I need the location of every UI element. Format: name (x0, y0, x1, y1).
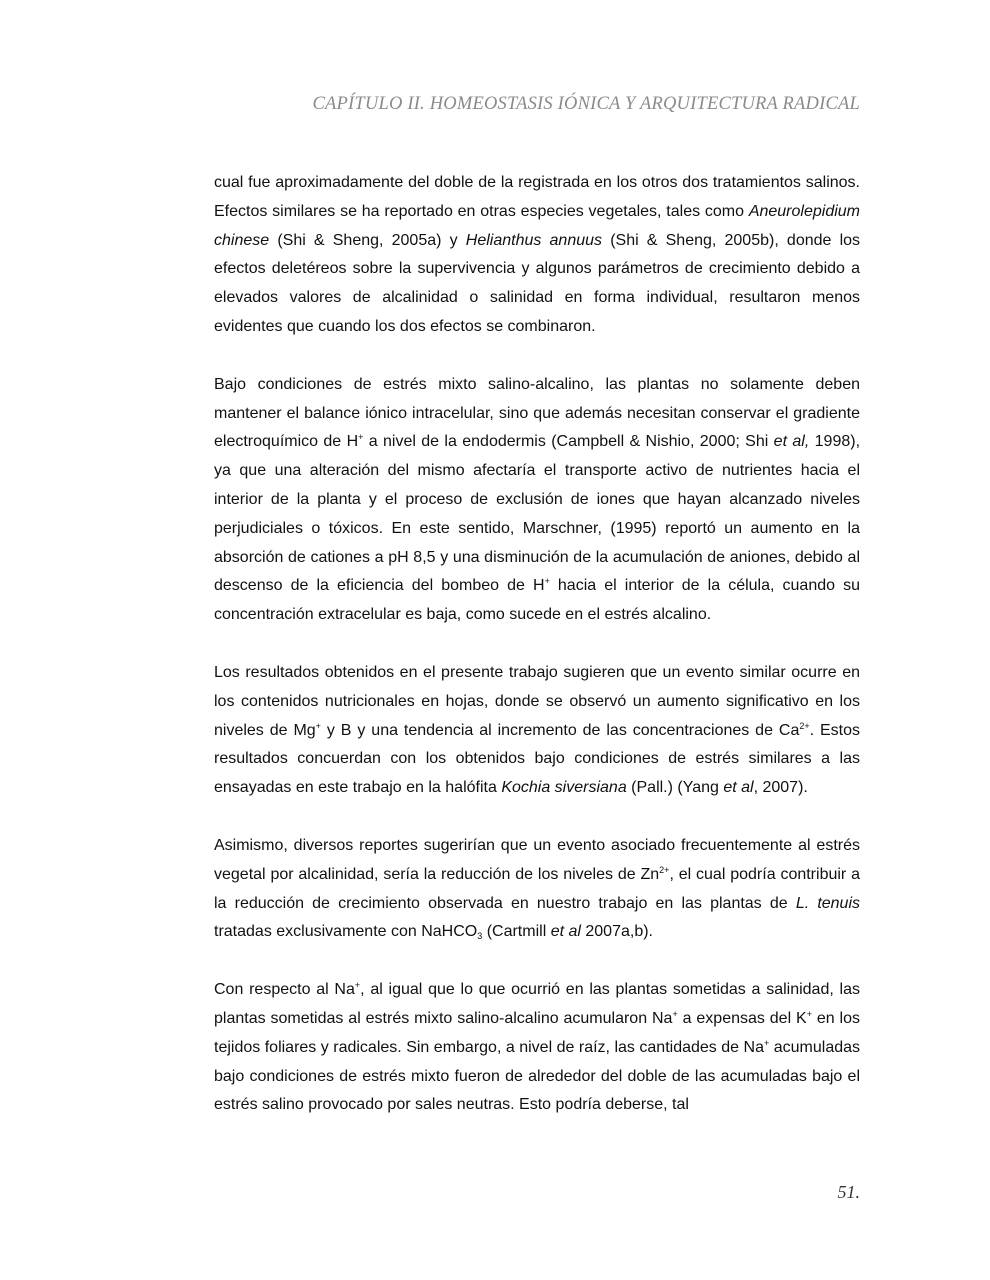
superscript: + (315, 720, 321, 731)
text-run: (Shi & Sheng, 2005b), donde los efectos deletéreos sobre la supervivencia y algunos parámetros de crecimiento debido a elevados valores de alcalinidad o salinidad en forma individual, resultaron menos evidentes que cuando los dos efectos se combinaron. (214, 231, 861, 335)
chapter-header: CAPÍTULO II. HOMEOSTASIS IÓNICA Y ARQUITECTURA RADICAL (312, 94, 860, 114)
text-run: y B y una tendencia al incremento de las concentraciones de Ca (320, 721, 800, 739)
text-run: , al igual que lo que ocurrió en las plantas sometidas a salinidad, las plantas sometidas al estrés mixto salino-alcalino acumularon Na (214, 981, 860, 1027)
text-run: en los tejidos foliares y radicales. Sin embargo, a nivel de raíz, las cantidades de Na (214, 1009, 861, 1056)
text-run: 2007a,b). (580, 923, 653, 941)
superscript: 2+ (799, 720, 810, 731)
paragraph-4 (214, 832, 860, 947)
page-number: 51. (837, 1182, 860, 1202)
paragraph-1 (214, 169, 860, 342)
text-run: Bajo condiciones de estrés mixto salino-alcalino, las plantas no solamente deben mantener el balance iónico intracelular, sino que además necesitan conservar el gradiente electroquímico de H (214, 375, 860, 451)
subscript: 3 (477, 931, 483, 942)
text-run: , el cual podría contribuir a la reducción de crecimiento observada en nuestro trabajo en las plantas de (214, 865, 860, 912)
superscript: + (544, 576, 550, 587)
text-run: a nivel de la endodermis (Campbell & Nishio, 2000; Shi (363, 433, 774, 451)
text-run: Asimismo, diversos reportes sugerirían que un evento asociado frecuentemente al estrés vegetal por alcalinidad, sería la reducción de los niveles de Zn (214, 836, 860, 883)
text-run: cual fue aproximadamente del doble de la registrada en los otros dos tratamientos salinos. Efectos similares se ha reportado en otras especies vegetales, tales como (214, 174, 860, 220)
species-name: Helianthus annuus (465, 231, 603, 249)
species-name: Kochia siversiana (501, 779, 627, 797)
text-run: , 2007). (753, 779, 808, 797)
paragraph-2 (214, 371, 860, 630)
paragraph-5 (214, 976, 860, 1120)
text-run: hacia el interior de la célula, cuando su concentración extracelular es baja, como sucede en el estrés alcalino. (214, 577, 860, 624)
text-run: a expensas del K (677, 1009, 807, 1027)
text-run: (Shi & Sheng, 2005a) y (269, 231, 466, 249)
italic-run: et al (550, 923, 581, 941)
text-run: Los resultados obtenidos en el presente trabajo sugieren que un evento similar ocurre en los contenidos nutricionales en hojas, donde se observó un aumento significativo en los niveles de Mg (214, 663, 860, 739)
text-run: . Estos resultados concuerdan con los obtenidos bajo condiciones de estrés similares a las ensayadas en este trabajo en la halófita (214, 721, 861, 797)
text-run: 1998), ya que una alteración del mismo afectaría el transporte activo de nutrientes hacia el interior de la planta y el proceso de exclusión de iones que hayan alcanzado niveles perjudiciales o tóxicos. En este sentido, Marschner, (1995) reportó un aumento en la absorción de cationes a pH 8,5 y una disminución de la acumulación de aniones, debido al descenso de la eficiencia del bombeo de H (214, 433, 861, 595)
text-run: Con respecto al Na (214, 981, 355, 999)
text-run: acumuladas bajo condiciones de estrés mixto fueron de alrededor del doble de las acumuladas bajo el estrés salino provocado por sales neutras. Esto podría deberse, tal (214, 1038, 861, 1114)
paragraph-3 (214, 659, 860, 803)
superscript: + (672, 1008, 678, 1019)
superscript: + (806, 1008, 812, 1019)
italic-run: et al, (773, 433, 810, 451)
species-name: Aneurolepidium chinese (214, 202, 860, 249)
superscript: + (358, 432, 364, 443)
italic-run: et al (723, 779, 754, 797)
species-name: L. tenuis (795, 894, 861, 912)
text-run: tratadas exclusivamente con NaHCO (214, 923, 478, 941)
body-text (214, 169, 860, 1120)
superscript: + (354, 980, 361, 991)
text-run: (Cartmill (482, 923, 551, 941)
text-run: (Pall.) (Yang (626, 779, 724, 797)
superscript: 2+ (659, 864, 670, 875)
superscript: + (764, 1037, 770, 1048)
